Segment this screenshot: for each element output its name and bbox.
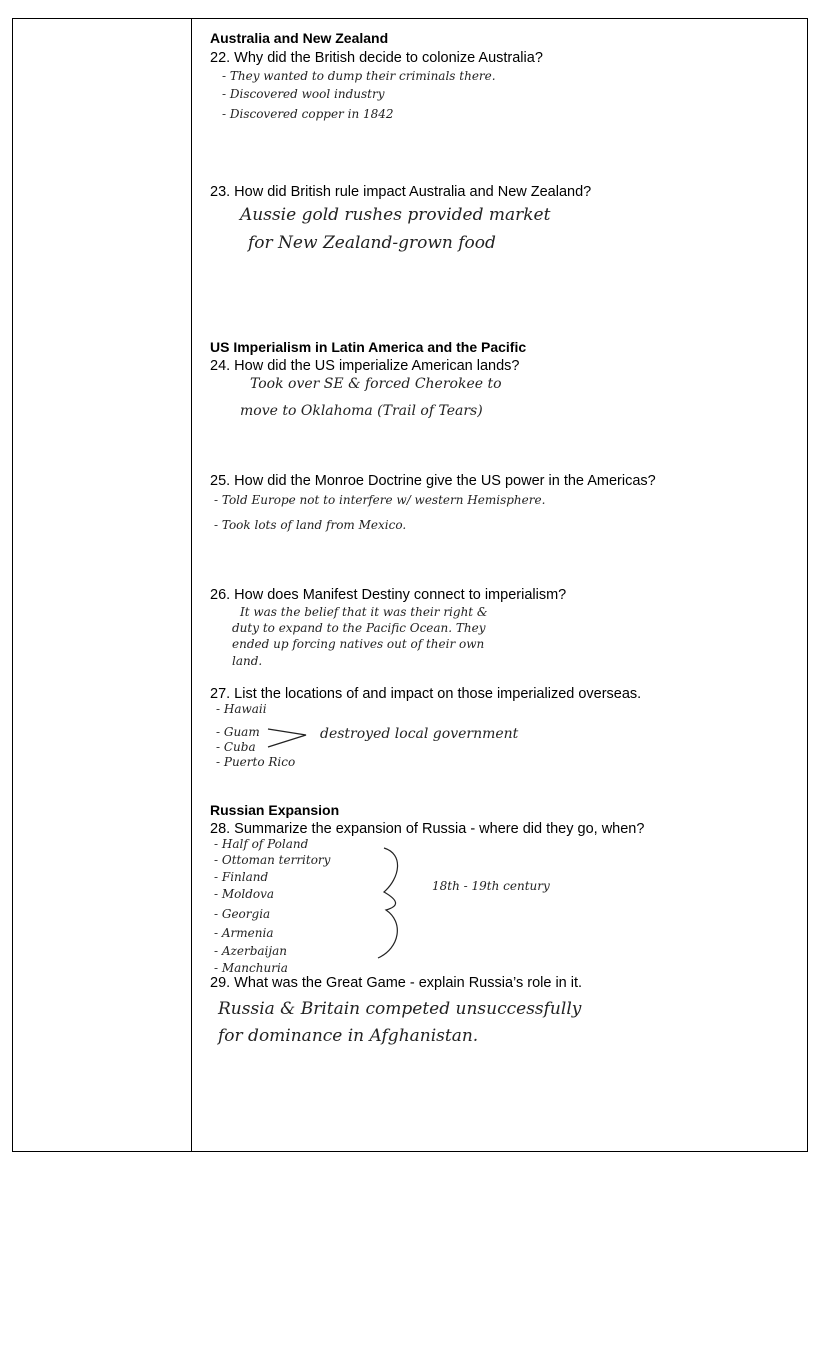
answer-23-line-1: Aussie gold rushes provided market bbox=[240, 205, 551, 225]
question-28: 28. Summarize the expansion of Russia - where did they go, when? bbox=[210, 821, 645, 837]
brace-icon bbox=[370, 844, 420, 964]
answer-27-impact: destroyed local government bbox=[320, 726, 519, 742]
answer-26-line-4: land. bbox=[232, 654, 263, 668]
arrow-icon bbox=[266, 719, 326, 759]
answer-26-line-2: duty to expand to the Pacific Ocean. They bbox=[232, 621, 486, 635]
answer-28-item-1: - Half of Poland bbox=[214, 837, 309, 851]
question-29: 29. What was the Great Game - explain Russia’s role in it. bbox=[210, 975, 583, 991]
answer-27-item-2: - Guam bbox=[216, 725, 260, 739]
answer-28-item-6: - Armenia bbox=[214, 926, 274, 940]
section-heading-australia: Australia and New Zealand bbox=[210, 30, 389, 46]
answer-28-item-5: - Georgia bbox=[214, 907, 271, 921]
answer-22-line-3: - Discovered copper in 1842 bbox=[222, 107, 394, 121]
answer-29-line-1: Russia & Britain competed unsuccessfully bbox=[218, 999, 582, 1019]
question-27: 27. List the locations of and impact on those imperialized overseas. bbox=[210, 686, 642, 702]
answer-28-item-4: - Moldova bbox=[214, 887, 275, 901]
answer-28-item-8: - Manchuria bbox=[214, 961, 288, 975]
question-22: 22. Why did the British decide to colonize Australia? bbox=[210, 50, 543, 66]
question-25: 25. How did the Monroe Doctrine give the US power in the Americas? bbox=[210, 473, 656, 489]
answer-23-line-2: for New Zealand-grown food bbox=[248, 233, 496, 253]
answer-29-line-2: for dominance in Afghanistan. bbox=[218, 1026, 479, 1046]
answer-28-time: 18th - 19th century bbox=[432, 879, 550, 893]
answer-28-item-7: - Azerbaijan bbox=[214, 944, 287, 958]
answer-27-item-3: - Cuba bbox=[216, 740, 256, 754]
question-24: 24. How did the US imperialize American lands? bbox=[210, 358, 520, 374]
answer-22-line-1: - They wanted to dump their criminals there. bbox=[222, 69, 496, 83]
column-divider bbox=[191, 19, 192, 1151]
answer-27-item-1: - Hawaii bbox=[216, 702, 267, 716]
section-heading-us: US Imperialism in Latin America and the Pacific bbox=[210, 339, 527, 355]
answer-24-line-2: move to Oklahoma (Trail of Tears) bbox=[240, 403, 483, 419]
worksheet-table bbox=[12, 18, 808, 1152]
section-heading-russia: Russian Expansion bbox=[210, 802, 340, 818]
answer-26-line-3: ended up forcing natives out of their own bbox=[232, 637, 485, 651]
answer-24-line-1: Took over SE & forced Cherokee to bbox=[250, 376, 502, 392]
answer-22-line-2: - Discovered wool industry bbox=[222, 87, 385, 101]
answer-25-line-2: - Took lots of land from Mexico. bbox=[214, 518, 407, 532]
answer-28-item-3: - Finland bbox=[214, 870, 269, 884]
answer-26-line-1: It was the belief that it was their right & bbox=[240, 605, 488, 619]
answer-25-line-1: - Told Europe not to interfere w/ western Hemisphere. bbox=[214, 493, 546, 507]
answer-27-item-4: - Puerto Rico bbox=[216, 755, 296, 769]
question-23: 23. How did British rule impact Australia and New Zealand? bbox=[210, 184, 592, 200]
question-26: 26. How does Manifest Destiny connect to imperialism? bbox=[210, 587, 567, 603]
answer-28-item-2: - Ottoman territory bbox=[214, 853, 331, 867]
